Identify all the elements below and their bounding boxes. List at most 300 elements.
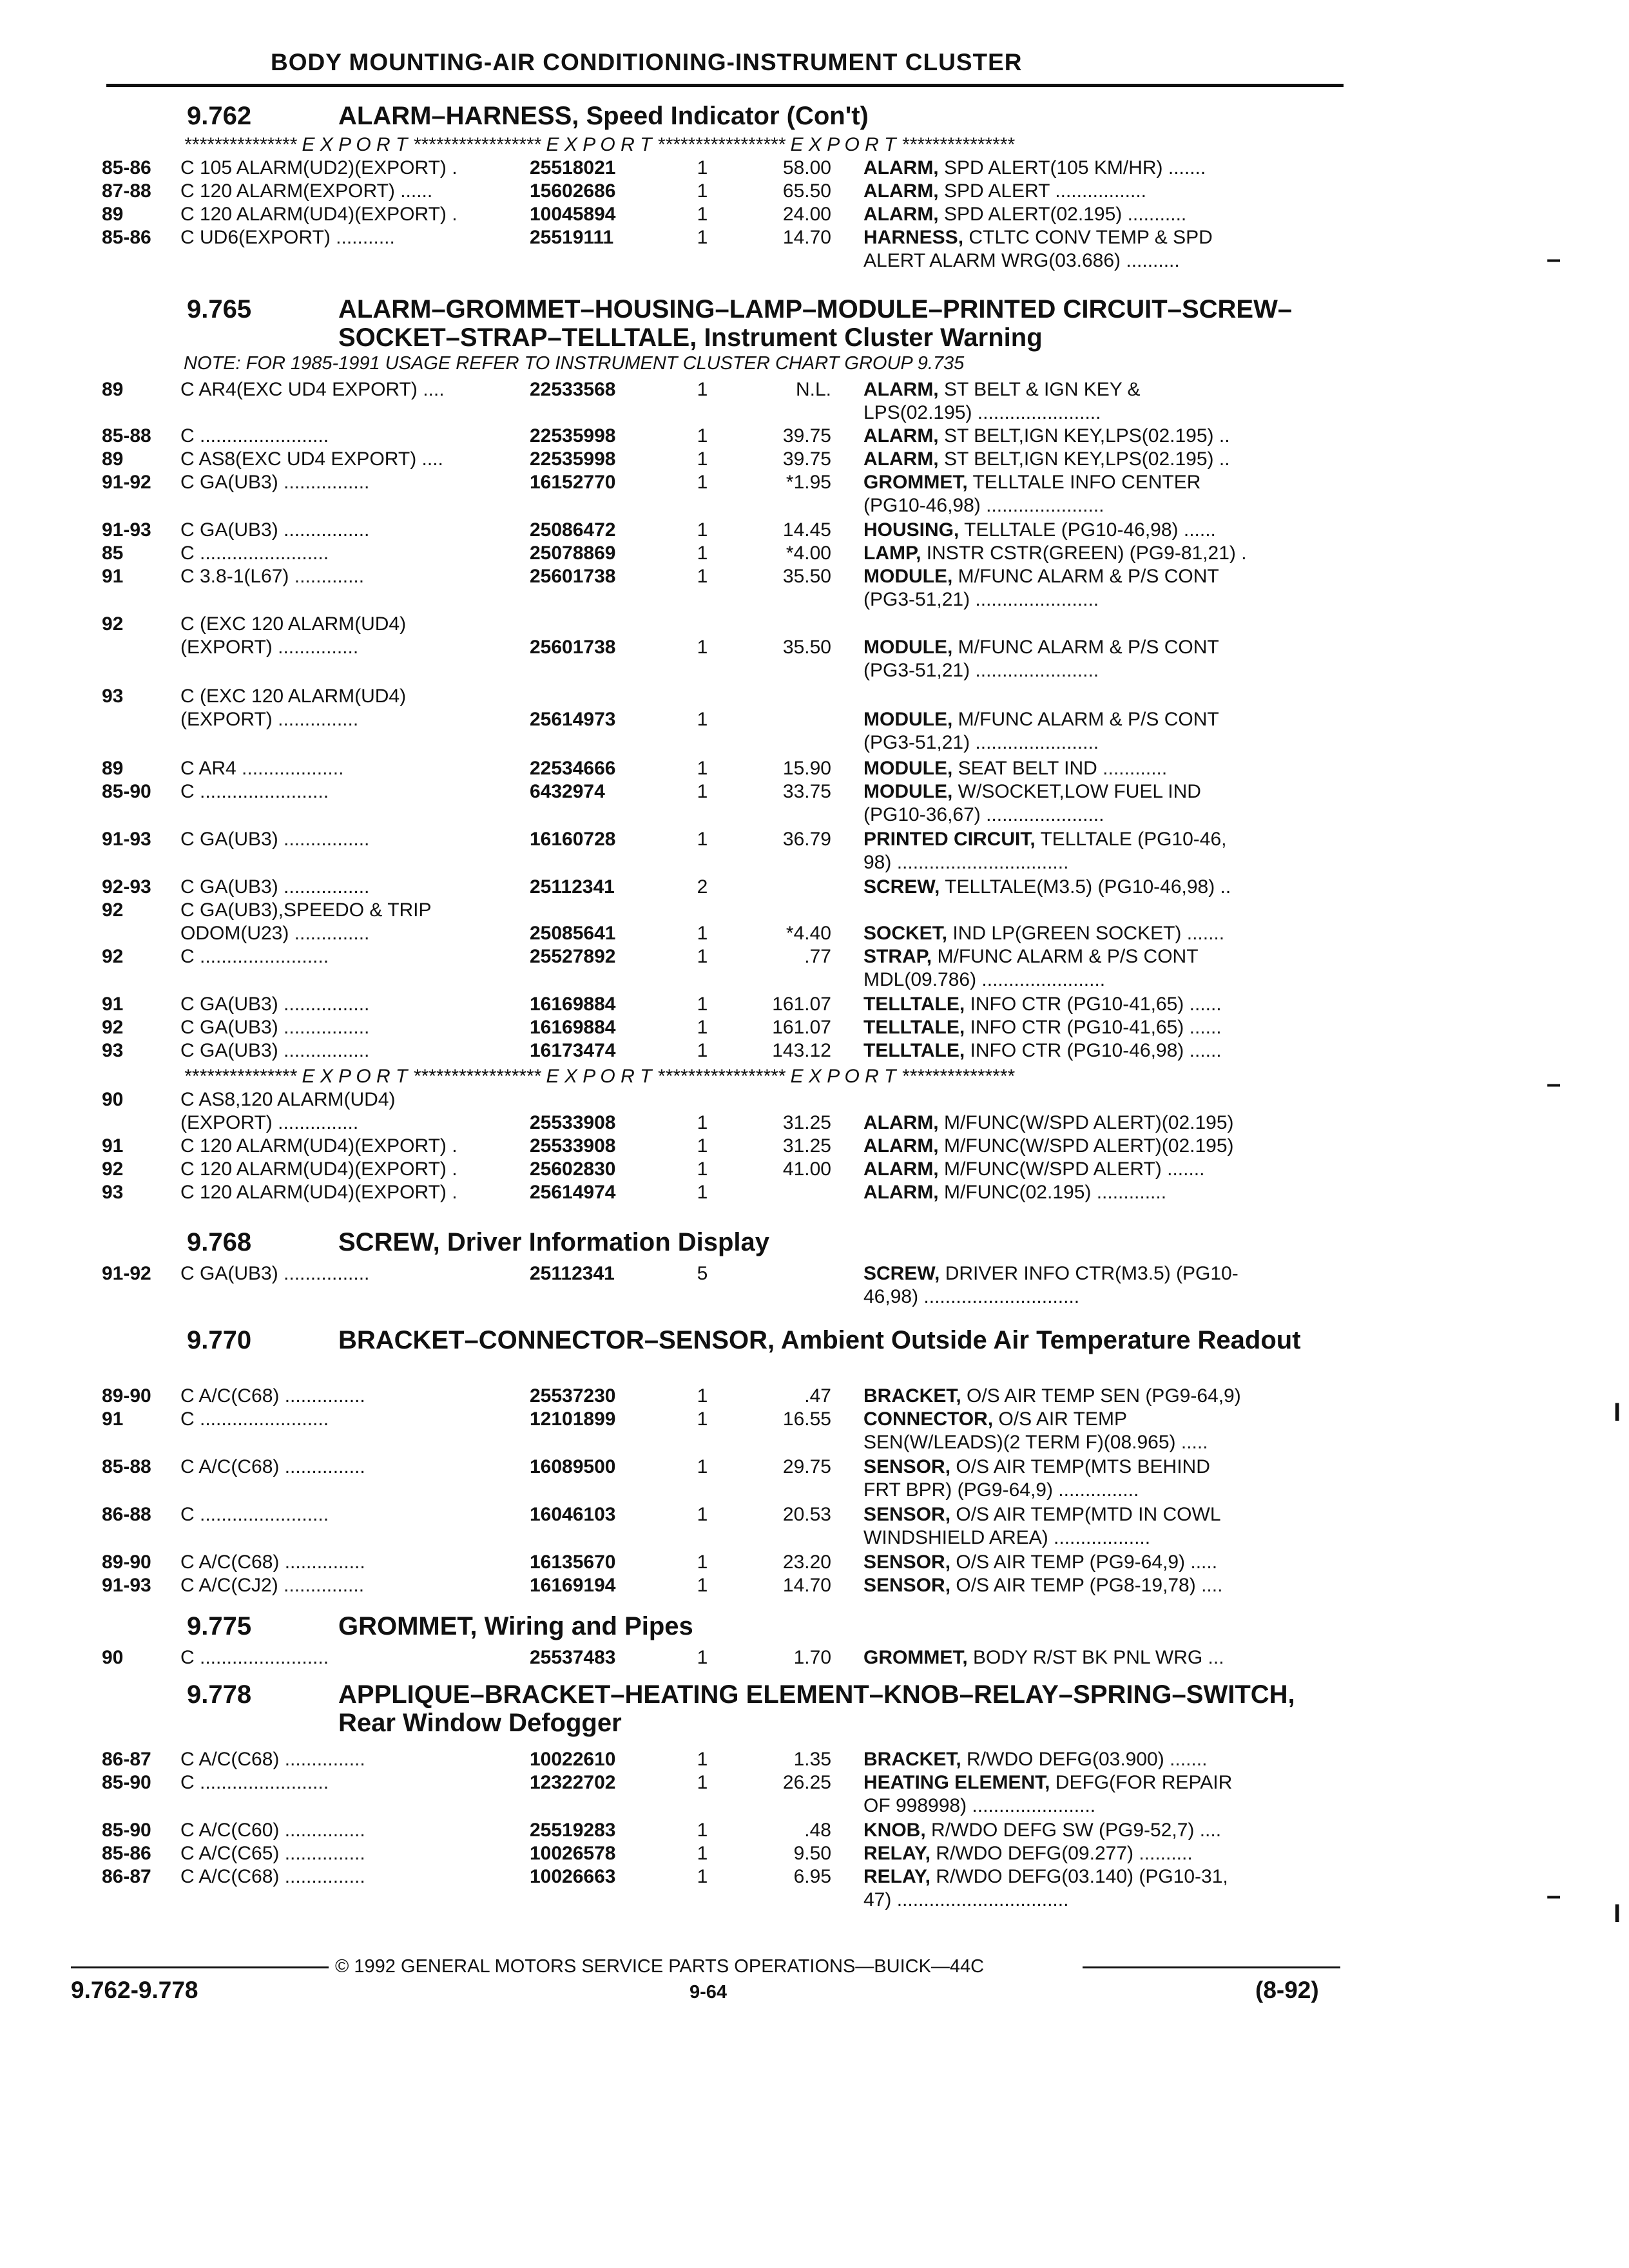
part-quantity: 1 xyxy=(697,923,708,944)
part-name xyxy=(863,204,1340,226)
part-price: 65.50 xyxy=(782,180,831,202)
section-title xyxy=(338,1612,1344,1640)
part-usage: C 3.8-1(L67) ............. xyxy=(180,566,365,587)
part-name-keyword: GROMMET, xyxy=(863,1647,968,1668)
part-name xyxy=(863,1527,1340,1549)
part-name xyxy=(863,732,1340,754)
part-years: 91-92 xyxy=(102,1263,151,1284)
part-name-keyword: SCREW, xyxy=(863,876,940,898)
part-number: 25086472 xyxy=(530,519,616,541)
part-number: 25537230 xyxy=(530,1385,616,1407)
part-price: 35.50 xyxy=(782,566,831,587)
part-name xyxy=(863,1889,1340,1911)
part-name-detail: R/WDO DEFG(03.140) (PG10-31, xyxy=(930,1866,1228,1887)
part-years: 89-90 xyxy=(102,1552,151,1573)
part-number: 22535998 xyxy=(530,448,616,470)
part-years: 85-90 xyxy=(102,1820,151,1841)
part-quantity: 1 xyxy=(697,519,708,541)
part-number: 6432974 xyxy=(530,781,605,802)
part-quantity: 1 xyxy=(697,709,708,730)
part-name-detail: M/FUNC(W/SPD ALERT) ....... xyxy=(938,1158,1205,1180)
part-years: 91 xyxy=(102,1408,124,1430)
part-quantity: 1 xyxy=(697,1408,708,1430)
part-years: 89 xyxy=(102,379,124,400)
part-name-detail: W/SOCKET,LOW FUEL IND xyxy=(952,781,1201,802)
part-name-detail: (PG3-51,21) ....................... xyxy=(863,589,1099,610)
part-years: 89 xyxy=(102,204,124,225)
part-name-detail: (PG3-51,21) ....................... xyxy=(863,660,1099,681)
part-price: 31.25 xyxy=(782,1135,831,1157)
part-usage: C ........................ xyxy=(180,425,329,447)
part-quantity: 5 xyxy=(697,1263,708,1284)
part-name-keyword: MODULE, xyxy=(863,566,953,587)
part-years: 85-88 xyxy=(102,425,151,447)
part-quantity: 1 xyxy=(697,637,708,658)
part-name-keyword: SOCKET, xyxy=(863,923,948,944)
part-usage: C A/C(C65) ............... xyxy=(180,1843,365,1864)
part-quantity: 1 xyxy=(697,472,708,493)
part-name xyxy=(863,1552,1340,1573)
part-name-keyword: ALARM, xyxy=(863,448,939,470)
part-name-keyword: SCREW, xyxy=(863,1263,940,1284)
part-years: 91-93 xyxy=(102,829,151,850)
part-quantity: 1 xyxy=(697,994,708,1015)
part-name-detail: SPD ALERT(02.195) ........... xyxy=(938,204,1187,225)
part-price: 24.00 xyxy=(782,204,831,225)
part-name xyxy=(863,1647,1340,1669)
section-title-rest: Speed Indicator (Con't) xyxy=(579,102,869,130)
part-name xyxy=(863,1112,1340,1134)
part-name-keyword: ALARM, xyxy=(863,1182,939,1203)
part-usage: C UD6(EXPORT) ........... xyxy=(180,227,395,248)
part-name-keyword: SENSOR, xyxy=(863,1552,951,1573)
part-name xyxy=(863,448,1340,470)
part-name-detail: M/FUNC ALARM & P/S CONT xyxy=(952,637,1219,658)
part-name-detail: O/S AIR TEMP (PG9-64,9) ..... xyxy=(950,1552,1218,1573)
page-header-title: BODY MOUNTING-AIR CONDITIONING-INSTRUMENT CLUSTER xyxy=(271,49,1023,75)
part-name-keyword: STRAP, xyxy=(863,946,932,967)
part-name-keyword: RELAY, xyxy=(863,1843,930,1864)
part-years: 92 xyxy=(102,1158,124,1180)
part-price: 6.95 xyxy=(793,1866,831,1887)
part-years: 91-92 xyxy=(102,472,151,493)
margin-mark: – xyxy=(1547,1070,1561,1098)
part-years: 93 xyxy=(102,1182,124,1203)
header-rule xyxy=(106,84,1344,87)
part-usage: C AS8(EXC UD4 EXPORT) .... xyxy=(180,448,443,470)
part-quantity: 1 xyxy=(697,543,708,564)
part-quantity: 1 xyxy=(697,180,708,202)
part-number: 25614973 xyxy=(530,709,616,730)
part-name xyxy=(863,1040,1340,1062)
part-name-keyword: RELAY, xyxy=(863,1866,930,1887)
part-quantity: 1 xyxy=(697,1182,708,1203)
part-usage: C ........................ xyxy=(180,1408,329,1430)
part-price: 33.75 xyxy=(782,781,831,802)
part-price: 31.25 xyxy=(782,1112,831,1133)
part-number: 16152770 xyxy=(530,472,616,493)
part-years: 85-90 xyxy=(102,781,151,802)
part-name xyxy=(863,379,1340,401)
part-name xyxy=(863,946,1340,968)
part-years: 85-86 xyxy=(102,227,151,248)
part-price: 41.00 xyxy=(782,1158,831,1180)
part-name xyxy=(863,1408,1340,1430)
part-name-keyword: ALARM, xyxy=(863,1135,939,1157)
part-price: 1.70 xyxy=(793,1647,831,1668)
part-quantity: 1 xyxy=(697,1575,708,1596)
part-number: 16173474 xyxy=(530,1040,616,1061)
part-number: 25601738 xyxy=(530,637,616,658)
section-number: 9.765 xyxy=(187,295,252,323)
part-price: *4.40 xyxy=(786,923,831,944)
part-name xyxy=(863,804,1340,826)
section-title-main: GROMMET, xyxy=(338,1612,477,1640)
part-name xyxy=(863,1286,1340,1308)
part-name-keyword: LAMP, xyxy=(863,543,921,564)
part-name xyxy=(863,1385,1340,1407)
part-years: 87-88 xyxy=(102,180,151,202)
part-years: 86-88 xyxy=(102,1504,151,1525)
part-name-detail: FRT BPR) (PG9-64,9) ............... xyxy=(863,1479,1139,1501)
part-name-detail: 47) ................................ xyxy=(863,1889,1069,1910)
part-usage: C ........................ xyxy=(180,1772,329,1793)
part-name-detail: (PG10-46,98) ...................... xyxy=(863,495,1104,516)
part-name-detail: R/WDO DEFG SW (PG9-52,7) .... xyxy=(925,1820,1222,1841)
part-usage: (EXPORT) ............... xyxy=(180,709,359,730)
part-quantity: 1 xyxy=(697,1456,708,1477)
part-name-detail: ST BELT & IGN KEY & xyxy=(938,379,1141,400)
part-name-detail: ALERT ALARM WRG(03.686) .......... xyxy=(863,250,1180,271)
section-number: 9.775 xyxy=(187,1612,252,1640)
part-price: .48 xyxy=(804,1820,831,1841)
part-number: 22535998 xyxy=(530,425,616,447)
part-name-detail: ST BELT,IGN KEY,LPS(02.195) .. xyxy=(938,448,1230,470)
part-name-keyword: ALARM, xyxy=(863,425,939,447)
part-name xyxy=(863,1504,1340,1526)
part-number: 25614974 xyxy=(530,1182,616,1203)
part-number: 25519111 xyxy=(530,227,614,248)
part-usage: C GA(UB3) ................ xyxy=(180,876,370,898)
part-name-detail: SEN(W/LEADS)(2 TERM F)(08.965) ..... xyxy=(863,1432,1208,1453)
section-title-main: BRACKET–CONNECTOR–SENSOR, xyxy=(338,1326,775,1354)
part-usage: C GA(UB3),SPEEDO & TRIP xyxy=(180,899,432,921)
part-years: 93 xyxy=(102,686,124,707)
part-years: 91 xyxy=(102,566,124,587)
part-name xyxy=(863,1772,1340,1794)
part-name-keyword: SENSOR, xyxy=(863,1504,951,1525)
part-price: 16.55 xyxy=(782,1408,831,1430)
part-price: 14.70 xyxy=(782,1575,831,1596)
part-number: 16089500 xyxy=(530,1456,616,1477)
part-name-detail: M/FUNC ALARM & P/S CONT xyxy=(932,946,1199,967)
part-quantity: 1 xyxy=(697,1040,708,1061)
part-price: *1.95 xyxy=(786,472,831,493)
part-years: 90 xyxy=(102,1089,124,1110)
part-name xyxy=(863,543,1340,564)
part-name xyxy=(863,969,1340,991)
part-number: 16160728 xyxy=(530,829,616,850)
part-number: 15602686 xyxy=(530,180,616,202)
part-number: 25533908 xyxy=(530,1112,616,1133)
part-quantity: 1 xyxy=(697,1504,708,1525)
part-name-detail: 46,98) ............................. xyxy=(863,1286,1080,1307)
part-name-detail: INSTR CSTR(GREEN) (PG9-81,21) . xyxy=(921,543,1247,564)
part-usage: C 120 ALARM(UD4)(EXPORT) . xyxy=(180,204,458,225)
part-number: 16169194 xyxy=(530,1575,616,1596)
part-name-keyword: HARNESS, xyxy=(863,227,964,248)
part-number: 12322702 xyxy=(530,1772,616,1793)
part-usage: C 105 ALARM(UD2)(EXPORT) . xyxy=(180,157,458,178)
part-name xyxy=(863,1820,1340,1841)
part-name-detail: R/WDO DEFG(03.900) ....... xyxy=(961,1749,1208,1770)
part-name xyxy=(863,876,1340,898)
part-name-detail: INFO CTR (PG10-46,98) ...... xyxy=(965,1040,1222,1061)
part-name-detail: ST BELT,IGN KEY,LPS(02.195) .. xyxy=(938,425,1230,447)
footer-copyright: © 1992 GENERAL MOTORS SERVICE PARTS OPERATIONS—BUICK—44C xyxy=(335,1956,985,1977)
footer-rule-left xyxy=(71,1966,329,1968)
part-quantity: 1 xyxy=(697,1135,708,1157)
part-usage: C 120 ALARM(EXPORT) ...... xyxy=(180,180,433,202)
part-years: 89 xyxy=(102,758,124,779)
part-name xyxy=(863,1182,1340,1204)
part-number: 25112341 xyxy=(530,1263,615,1284)
part-number: 12101899 xyxy=(530,1408,616,1430)
part-name-detail: MDL(09.786) ....................... xyxy=(863,969,1106,990)
part-name-keyword: GROMMET, xyxy=(863,472,968,493)
part-quantity: 1 xyxy=(697,1158,708,1180)
part-name-detail: (PG3-51,21) ....................... xyxy=(863,732,1099,753)
part-name-detail: TELLTALE INFO CENTER xyxy=(967,472,1201,493)
part-usage: C AR4(EXC UD4 EXPORT) .... xyxy=(180,379,445,400)
part-usage: C A/C(C68) ............... xyxy=(180,1552,365,1573)
part-name-detail: INFO CTR (PG10-41,65) ...... xyxy=(965,994,1222,1015)
part-name-keyword: ALARM, xyxy=(863,204,939,225)
part-usage: ODOM(U23) .............. xyxy=(180,923,370,944)
part-name xyxy=(863,1866,1340,1888)
part-name-keyword: HOUSING, xyxy=(863,519,959,541)
part-usage: C A/C(C68) ............... xyxy=(180,1456,365,1477)
export-banner: *************** E X P O R T ***************** E X P O R T ***************** E X P O R T *************** xyxy=(184,1066,1014,1087)
part-quantity: 1 xyxy=(697,157,708,178)
section-title-rest: Instrument Cluster Warning xyxy=(697,323,1043,352)
part-usage: C ........................ xyxy=(180,781,329,802)
part-name-detail: SEAT BELT IND ............ xyxy=(952,758,1168,779)
part-price: 36.79 xyxy=(782,829,831,850)
part-name xyxy=(863,589,1340,611)
part-name-detail: O/S AIR TEMP(MTD IN COWL xyxy=(950,1504,1221,1525)
part-quantity: 1 xyxy=(697,227,708,248)
part-name xyxy=(863,1017,1340,1039)
part-name-detail: INFO CTR (PG10-41,65) ...... xyxy=(965,1017,1222,1038)
part-number: 16135670 xyxy=(530,1552,616,1573)
part-name xyxy=(863,1158,1340,1180)
part-usage: C GA(UB3) ................ xyxy=(180,519,370,541)
part-number: 10026663 xyxy=(530,1866,616,1887)
part-name-detail: TELLTALE(M3.5) (PG10-46,98) .. xyxy=(940,876,1231,898)
part-usage: C AS8,120 ALARM(UD4) xyxy=(180,1089,396,1110)
part-name xyxy=(863,566,1340,588)
section-title xyxy=(338,295,1344,352)
part-price: 1.35 xyxy=(793,1749,831,1770)
part-number: 25112341 xyxy=(530,876,615,898)
part-quantity: 1 xyxy=(697,566,708,587)
part-usage: C A/C(C60) ............... xyxy=(180,1820,365,1841)
part-quantity: 1 xyxy=(697,1866,708,1887)
part-name-detail: O/S AIR TEMP xyxy=(993,1408,1127,1430)
part-quantity: 1 xyxy=(697,204,708,225)
part-quantity: 1 xyxy=(697,448,708,470)
part-name-keyword: ALARM, xyxy=(863,1112,939,1133)
part-name-keyword: MODULE, xyxy=(863,758,953,779)
part-years: 85-86 xyxy=(102,1843,151,1864)
part-price: 35.50 xyxy=(782,637,831,658)
part-quantity: 1 xyxy=(697,1843,708,1864)
part-name-keyword: BRACKET, xyxy=(863,1385,961,1407)
part-name-keyword: CONNECTOR, xyxy=(863,1408,994,1430)
footer-date: (8-92) xyxy=(1255,1977,1319,2003)
part-name xyxy=(863,472,1340,494)
part-price: 23.20 xyxy=(782,1552,831,1573)
section-title-rest: Ambient Outside Air Temperature Readout xyxy=(775,1326,1301,1354)
part-usage: (EXPORT) ............... xyxy=(180,637,359,658)
part-name xyxy=(863,1263,1340,1285)
part-name-keyword: HEATING ELEMENT, xyxy=(863,1772,1050,1793)
part-name-detail: LPS(02.195) ....................... xyxy=(863,402,1101,423)
part-price: 15.90 xyxy=(782,758,831,779)
part-usage: C 120 ALARM(UD4)(EXPORT) . xyxy=(180,1158,458,1180)
part-quantity: 1 xyxy=(697,1647,708,1668)
part-years: 92 xyxy=(102,613,124,635)
part-name-detail: O/S AIR TEMP (PG8-19,78) .... xyxy=(950,1575,1223,1596)
part-name-detail: O/S AIR TEMP SEN (PG9-64,9) xyxy=(961,1385,1241,1407)
part-years: 93 xyxy=(102,1040,124,1061)
part-years: 91-93 xyxy=(102,1575,151,1596)
section-title xyxy=(338,102,1344,130)
section-number: 9.768 xyxy=(187,1228,252,1256)
part-name xyxy=(863,1456,1340,1478)
section-number: 9.762 xyxy=(187,102,252,130)
part-name xyxy=(863,1432,1340,1454)
part-usage: C A/C(C68) ............... xyxy=(180,1749,365,1770)
part-quantity: 1 xyxy=(697,1552,708,1573)
part-price: 143.12 xyxy=(772,1040,831,1061)
part-name xyxy=(863,781,1340,803)
part-name xyxy=(863,157,1340,179)
part-name xyxy=(863,1575,1340,1597)
part-number: 10026578 xyxy=(530,1843,616,1864)
part-usage: C ........................ xyxy=(180,543,329,564)
part-years: 91-93 xyxy=(102,519,151,541)
part-years: 89 xyxy=(102,448,124,470)
part-name-detail: M/FUNC ALARM & P/S CONT xyxy=(952,709,1219,730)
part-price: 20.53 xyxy=(782,1504,831,1525)
part-name-keyword: MODULE, xyxy=(863,637,953,658)
part-number: 25601738 xyxy=(530,566,616,587)
part-price: 14.45 xyxy=(782,519,831,541)
part-number: 25518021 xyxy=(530,157,616,178)
part-number: 25533908 xyxy=(530,1135,616,1157)
part-usage: C ........................ xyxy=(180,1504,329,1525)
part-usage: C GA(UB3) ................ xyxy=(180,829,370,850)
part-name-keyword: KNOB, xyxy=(863,1820,926,1841)
part-name xyxy=(863,425,1340,447)
section-title-rest: Wiring and Pipes xyxy=(477,1612,693,1640)
part-price: *4.00 xyxy=(786,543,831,564)
section-title xyxy=(338,1326,1344,1354)
part-number: 10045894 xyxy=(530,204,616,225)
section-title xyxy=(338,1680,1344,1737)
part-name-keyword: BRACKET, xyxy=(863,1749,961,1770)
part-years: 86-87 xyxy=(102,1866,151,1887)
part-name xyxy=(863,994,1340,1015)
part-number: 10022610 xyxy=(530,1749,616,1770)
part-years: 85-88 xyxy=(102,1456,151,1477)
part-name-detail: (PG10-36,67) ...................... xyxy=(863,804,1104,825)
part-usage: C ........................ xyxy=(180,946,329,967)
part-name xyxy=(863,495,1340,517)
part-usage: C ........................ xyxy=(180,1647,329,1668)
part-price: 14.70 xyxy=(782,227,831,248)
part-name-keyword: TELLTALE, xyxy=(863,1040,965,1061)
part-name-detail: WINDSHIELD AREA) .................. xyxy=(863,1527,1151,1548)
section-title-main: ALARM–HARNESS, xyxy=(338,102,579,130)
part-name xyxy=(863,519,1340,541)
part-years: 90 xyxy=(102,1647,124,1668)
part-usage: C 120 ALARM(UD4)(EXPORT) . xyxy=(180,1182,458,1203)
part-name-keyword: ALARM, xyxy=(863,157,939,178)
part-name-keyword: MODULE, xyxy=(863,781,953,802)
part-name-keyword: ALARM, xyxy=(863,1158,939,1180)
part-usage: C GA(UB3) ................ xyxy=(180,1263,370,1284)
part-years: 85-90 xyxy=(102,1772,151,1793)
part-quantity: 1 xyxy=(697,829,708,850)
margin-mark: – xyxy=(1547,1881,1561,1910)
part-name-keyword: TELLTALE, xyxy=(863,994,965,1015)
part-name-detail: IND LP(GREEN SOCKET) ....... xyxy=(947,923,1225,944)
part-name-keyword: PRINTED CIRCUIT, xyxy=(863,829,1036,850)
export-banner: *************** E X P O R T ***************** E X P O R T ***************** E X P O R T *************** xyxy=(184,134,1014,155)
part-name-detail: DRIVER INFO CTR(M3.5) (PG10- xyxy=(940,1263,1239,1284)
part-name-detail: M/FUNC(W/SPD ALERT)(02.195) xyxy=(938,1112,1234,1133)
part-name-detail: M/FUNC(W/SPD ALERT)(02.195) xyxy=(938,1135,1234,1157)
part-number: 25519283 xyxy=(530,1820,616,1841)
part-usage: C (EXC 120 ALARM(UD4) xyxy=(180,686,407,707)
part-name xyxy=(863,1479,1340,1501)
part-number: 25527892 xyxy=(530,946,616,967)
part-name-detail: DEFG(FOR REPAIR xyxy=(1050,1772,1233,1793)
part-years: 92-93 xyxy=(102,876,151,898)
part-quantity: 1 xyxy=(697,1112,708,1133)
part-usage: C GA(UB3) ................ xyxy=(180,1017,370,1038)
part-name xyxy=(863,1135,1340,1157)
part-quantity: 1 xyxy=(697,1017,708,1038)
margin-mark: I xyxy=(1614,1398,1621,1427)
part-usage: C GA(UB3) ................ xyxy=(180,472,370,493)
part-name-detail: CTLTC CONV TEMP & SPD xyxy=(963,227,1213,248)
part-price: 39.75 xyxy=(782,448,831,470)
part-number: 16046103 xyxy=(530,1504,616,1525)
part-name-detail: SPD ALERT ................. xyxy=(938,180,1146,202)
part-number: 25537483 xyxy=(530,1647,616,1668)
part-price: .47 xyxy=(804,1385,831,1407)
section-title xyxy=(338,1228,1344,1256)
part-number: 22534666 xyxy=(530,758,616,779)
part-name xyxy=(863,852,1340,874)
part-name xyxy=(863,250,1340,272)
part-name xyxy=(863,709,1340,731)
margin-mark: I xyxy=(1614,1899,1621,1928)
